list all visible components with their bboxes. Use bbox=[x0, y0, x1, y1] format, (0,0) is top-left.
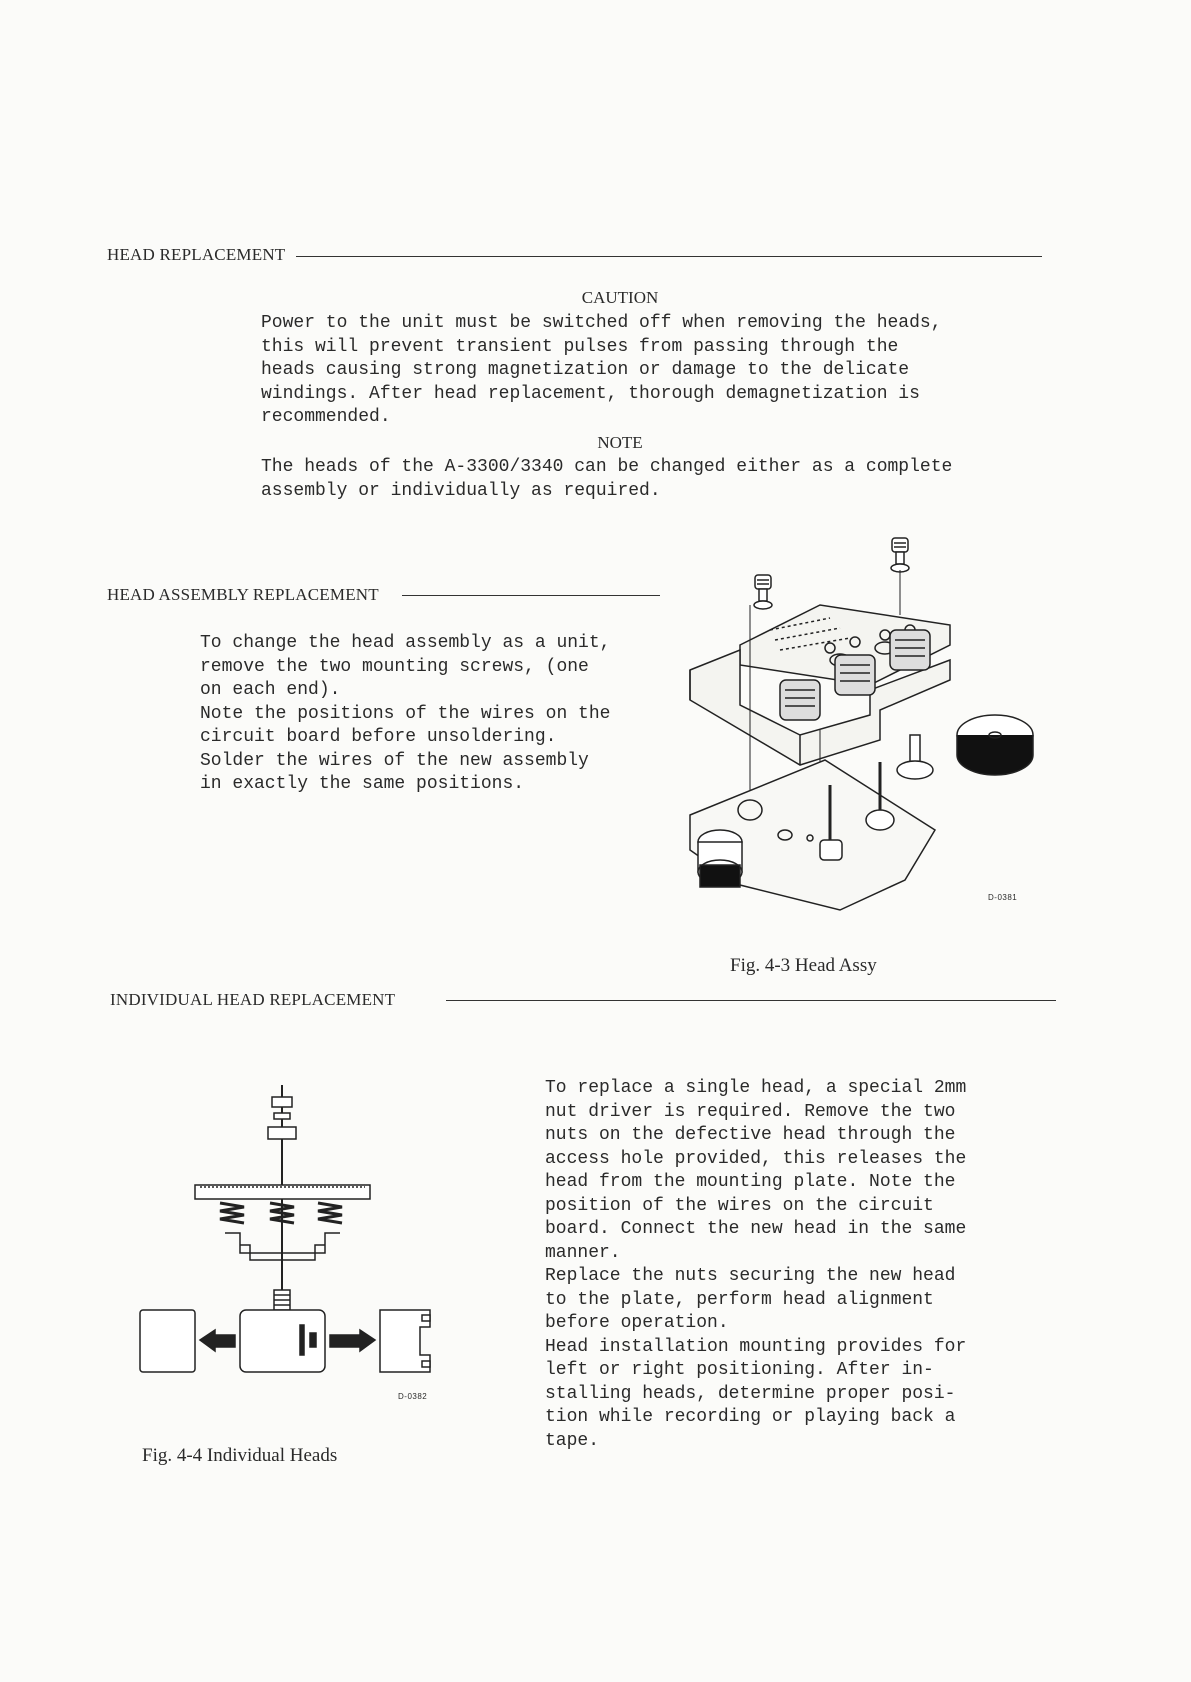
assembly-line: To change the head assembly as a unit, bbox=[200, 633, 611, 653]
spring bbox=[270, 1203, 294, 1223]
head-assembly-figure bbox=[680, 530, 1060, 950]
individual-line: tape. bbox=[545, 1430, 600, 1451]
individual-line: board. Connect the new head in the same bbox=[545, 1219, 967, 1239]
individual-line: Replace the nuts securing the new head bbox=[545, 1266, 956, 1286]
figure-4-4-caption: Fig. 4-4 Individual Heads bbox=[142, 1445, 338, 1466]
assembly-line: circuit board before unsoldering. bbox=[200, 727, 557, 747]
individual-line: stalling heads, determine proper posi- bbox=[545, 1383, 956, 1404]
caution-line: this will prevent transient pulses from passing through the bbox=[261, 336, 899, 357]
individual-line: access hole provided, this releases the bbox=[545, 1148, 967, 1169]
note-line: The heads of the A-3300/3340 can be changed either as a complete bbox=[261, 457, 953, 477]
caution-line: windings. After head replacement, thorough demagnetization is bbox=[261, 383, 920, 404]
tape-head bbox=[890, 630, 930, 670]
individual-replacement-text bbox=[545, 1077, 966, 1453]
note-text bbox=[261, 456, 952, 503]
figure-4-3-caption: Fig. 4-3 Head Assy bbox=[730, 955, 877, 976]
washer bbox=[274, 1113, 290, 1119]
tape-head bbox=[780, 680, 820, 720]
assembly-replacement-rule bbox=[402, 595, 660, 596]
individual-line: position of the wires on the circuit bbox=[545, 1195, 934, 1216]
individual-replacement-rule bbox=[446, 1000, 1056, 1001]
caution-title: CAUTION bbox=[581, 288, 659, 307]
caution-line: recommended. bbox=[261, 407, 391, 427]
individual-line: manner. bbox=[545, 1242, 621, 1263]
head-replacement-heading: HEAD REPLACEMENT bbox=[107, 245, 286, 264]
individual-replacement-heading: INDIVIDUAL HEAD REPLACEMENT bbox=[110, 990, 396, 1009]
mounting-screw bbox=[754, 575, 772, 609]
individual-line: left or right positioning. After in- bbox=[545, 1360, 934, 1380]
caution-line: heads causing strong magnetization or damage to the delicate bbox=[261, 360, 910, 380]
individual-heads-figure bbox=[140, 1085, 470, 1415]
right-position bbox=[380, 1310, 430, 1372]
individual-line: head from the mounting plate. Note the bbox=[545, 1172, 956, 1192]
head-replacement-rule bbox=[296, 256, 1042, 257]
assembly-line: Note the positions of the wires on the bbox=[200, 703, 611, 724]
assembly-line: in exactly the same positions. bbox=[200, 774, 525, 794]
tape-head bbox=[240, 1310, 325, 1372]
mounting-screw bbox=[891, 538, 909, 572]
individual-line: tion while recording or playing back a bbox=[545, 1407, 956, 1427]
figure-4-3-code: D-0381 bbox=[988, 893, 1018, 902]
tape-head bbox=[835, 655, 875, 695]
figure-4-4-code: D-0382 bbox=[398, 1392, 428, 1401]
assembly-line: on each end). bbox=[200, 680, 341, 700]
foot-knob bbox=[698, 830, 742, 887]
assembly-replacement-text bbox=[200, 632, 610, 797]
caution-line: Power to the unit must be switched off when removing the heads, bbox=[261, 313, 942, 333]
assembly-line: remove the two mounting screws, (one bbox=[200, 656, 589, 677]
individual-line: nuts on the defective head through the bbox=[545, 1125, 956, 1145]
spring bbox=[318, 1203, 342, 1223]
individual-line: Head installation mounting provides for bbox=[545, 1336, 967, 1357]
individual-line: To replace a single head, a special 2mm bbox=[545, 1078, 967, 1098]
caution-text bbox=[261, 312, 942, 430]
nut bbox=[272, 1097, 292, 1107]
individual-line: nut driver is required. Remove the two bbox=[545, 1101, 956, 1122]
individual-line: to the plate, perform head alignment bbox=[545, 1289, 934, 1310]
individual-line: before operation. bbox=[545, 1313, 729, 1333]
knob bbox=[897, 715, 1033, 779]
assembly-replacement-heading: HEAD ASSEMBLY REPLACEMENT bbox=[107, 585, 379, 604]
note-title: NOTE bbox=[597, 433, 643, 452]
nut bbox=[268, 1127, 296, 1139]
note-line: assembly or individually as required. bbox=[261, 480, 661, 501]
arrow-left-icon bbox=[200, 1330, 235, 1351]
arrow-right-icon bbox=[330, 1330, 375, 1351]
assembly-line: Solder the wires of the new assembly bbox=[200, 750, 589, 771]
left-position bbox=[140, 1310, 195, 1372]
spring bbox=[220, 1203, 244, 1223]
